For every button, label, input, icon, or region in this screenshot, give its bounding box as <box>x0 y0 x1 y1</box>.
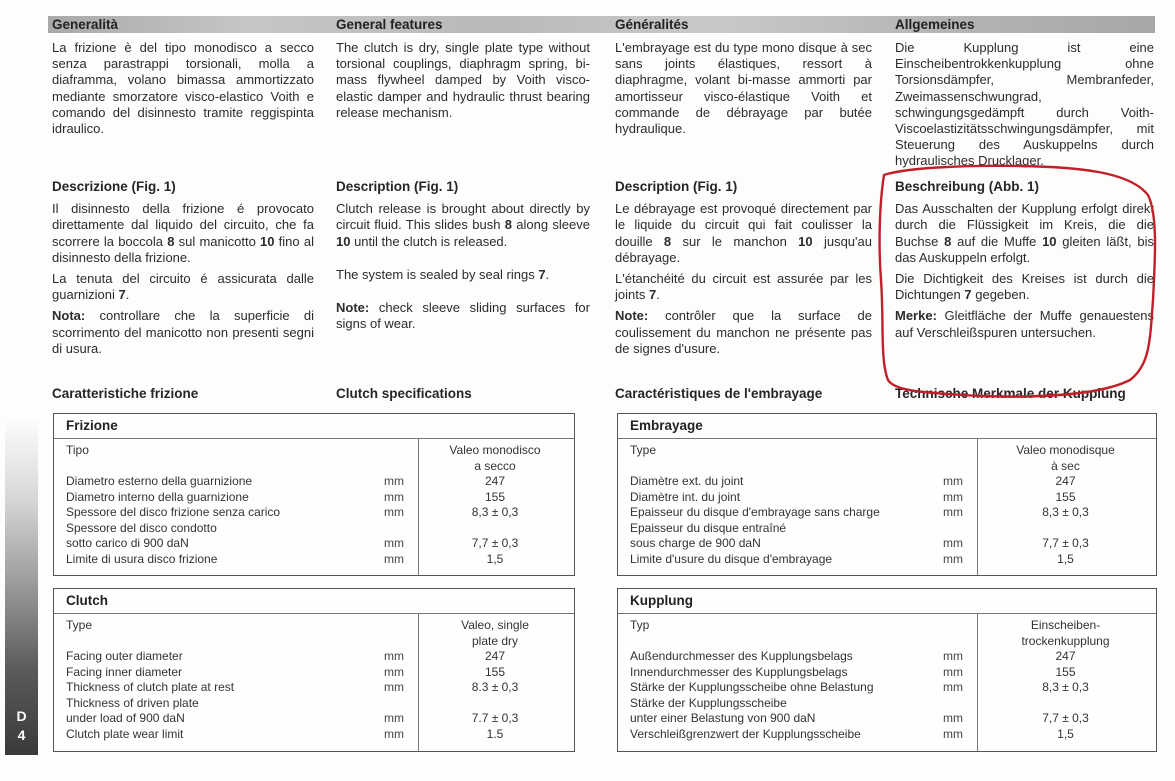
spec-row-value: 8,3 ± 0,3 <box>1042 680 1089 694</box>
description-fr <box>615 179 872 362</box>
type-value: a secco <box>474 458 516 473</box>
spec-row-unit: mm <box>384 474 404 488</box>
spec-row-label: Innendurchmesser des Kupplungsbelags <box>630 664 848 679</box>
note-paragraph <box>336 300 590 332</box>
spec-row-unit: mm <box>943 474 963 488</box>
spec-row-value: 1.5 <box>486 726 504 741</box>
sealing-paragraph: The system is sealed by seal rings 7. <box>336 266 550 282</box>
spec-row-label: Facing inner diameter <box>66 664 183 679</box>
note-label: Nota: <box>52 308 86 324</box>
spec-row-unit: mm <box>384 649 404 663</box>
type-value: Valeo monodisque <box>1016 443 1115 457</box>
spec-row-unit: mm <box>943 711 963 725</box>
spec-row-unit: mm <box>384 711 404 725</box>
spec-row-label: Stärke der Kupplungsscheibe <box>630 695 787 710</box>
spec-row-label: Diamètre int. du joint <box>630 489 741 504</box>
note-paragraph <box>615 308 872 357</box>
table-title: Kupplung <box>618 589 1156 614</box>
spec-row-unit: mm <box>384 536 404 550</box>
type-value: Einscheiben- <box>1030 618 1101 632</box>
type-value: plate dry <box>471 633 519 648</box>
type-label: Typ <box>630 618 650 632</box>
spec-row-label: Diametro interno della guarnizione <box>66 489 249 504</box>
type-value: trockenkupplung <box>1021 633 1110 648</box>
spec-row-unit: mm <box>943 536 963 550</box>
spec-row-label: sous charge de 900 daN <box>630 536 761 550</box>
type-label: Type <box>630 443 657 457</box>
spec-row-value: 7,7 ± 0,3 <box>1042 536 1089 550</box>
spec-table-embrayage <box>617 413 1157 576</box>
spec-row-unit: mm <box>384 726 404 741</box>
description-it <box>52 179 314 362</box>
spec-row-value: 155 <box>484 664 506 679</box>
description-title: Description (Fig. 1) <box>336 179 459 194</box>
spec-row-value: 8.3 ± 0,3 <box>471 680 519 694</box>
spec-row-label: Facing outer diameter <box>66 649 183 663</box>
description-de <box>895 179 1154 346</box>
header-general-features: General features <box>336 17 443 32</box>
spec-row-unit: mm <box>384 489 404 504</box>
spec-row-unit: mm <box>384 551 404 566</box>
description-paragraph: Le débrayage est provoqué directement par le liquide du circuit qui fait coulisser la douille 8 sur le manchon 10 jusqu'au débrayage. <box>615 201 872 265</box>
general-text-en: The clutch is dry, single plate type without torsional couplings, diaphragm spring, bi-mass flywheel damped by Voith visco-elastic damper and hydraulic thrust bearing release mechanism. <box>336 40 590 120</box>
table-body <box>54 439 574 575</box>
spec-row-value: 7,7 ± 0,3 <box>1042 711 1089 725</box>
spec-row-value: 8,3 ± 0,3 <box>471 505 519 519</box>
spec-row-label: Verschleißgrenzwert der Kupplungsscheibe <box>630 726 861 741</box>
spec-row-unit: mm <box>384 664 404 679</box>
header-allgemeines: Allgemeines <box>895 17 975 32</box>
spec-row-value: 7.7 ± 0,3 <box>471 711 519 725</box>
sealing-paragraph: Die Dichtigkeit des Kreises ist durch die Dichtungen 7 gegeben. <box>895 271 1154 303</box>
spec-table-kupplung <box>617 588 1157 752</box>
spec-row-unit: mm <box>943 726 963 741</box>
spec-row-value: 247 <box>484 474 506 488</box>
spec-row-value: 1,5 <box>1057 726 1074 741</box>
spec-row-label: sotto carico di 900 daN <box>66 536 189 550</box>
table-title: Embrayage <box>618 414 1156 439</box>
description-title: Descrizione (Fig. 1) <box>52 179 176 194</box>
table-title: Clutch <box>54 589 574 614</box>
spec-title-en: Clutch specifications <box>336 386 472 401</box>
type-value: Valeo, single <box>461 618 529 632</box>
note-label: Note: <box>336 300 370 316</box>
header-generalita: Generalità <box>52 17 119 32</box>
type-value: à sec <box>1051 458 1080 473</box>
spec-row-unit: mm <box>943 505 963 519</box>
note-text: Gleitfläche der Muffe genauestens auf Verschleißspuren untersuchen. <box>895 308 1154 340</box>
spec-row-label: Epaisseur du disque entraîné <box>630 520 787 535</box>
page-section-letter: D <box>16 708 27 724</box>
spec-row-value: 155 <box>484 489 506 504</box>
spec-row-value: 155 <box>1055 664 1076 679</box>
header-generalites: Généralités <box>615 17 689 32</box>
spec-row-unit: mm <box>943 664 963 679</box>
spec-row-value: 247 <box>1055 649 1076 663</box>
spec-row-value: 8,3 ± 0,3 <box>1042 505 1089 519</box>
spec-row-unit: mm <box>384 505 404 519</box>
spec-row-value: 247 <box>484 649 506 663</box>
spec-row-label: Epaisseur du disque d'embrayage sans charge <box>630 505 880 519</box>
note-text: check sleeve sliding surfaces for signs of wear. <box>336 300 590 332</box>
note-text: controllare che la superficie di scorrimento del manicotto non presenti segni di usura. <box>52 308 314 356</box>
description-title: Beschreibung (Abb. 1) <box>895 179 1040 194</box>
note-label: Merke: <box>895 308 937 324</box>
note-label: Note: <box>615 308 649 324</box>
spec-row-label: Thickness of clutch plate at rest <box>66 680 235 694</box>
note-paragraph <box>895 308 1154 340</box>
spec-title-fr: Caractéristiques de l'embrayage <box>615 386 823 401</box>
spec-row-unit: mm <box>943 680 963 694</box>
note-text: contrôler que la surface de coulissement du manchon ne présente pas de signes d'usure. <box>615 308 872 356</box>
spec-table-clutch <box>53 588 575 752</box>
general-text-de: Die Kupplung ist eine Einscheibentrokkenkupplung ohne Torsionsdämpfer, Membranfeder, Zweimassenschwungrad, schwingungsgedämpft durch Voith-Viscoelastizitätsschwingungsdämpfer, mit Steuerung des Auskuppelns durch hydraulisches Drucklager. <box>895 40 1154 169</box>
table-body <box>618 439 1156 575</box>
spec-row-label: unter einer Belastung von 900 daN <box>630 711 816 725</box>
spec-row-label: Spessore del disco frizione senza carico <box>66 505 281 519</box>
description-paragraph: Il disinnesto della frizione é provocato direttamente dal liquido del circuito, che fa scorrere la boccola 8 sul manicotto 10 fino al disinnesto della frizione. <box>52 201 314 265</box>
spec-row-label: Diamètre ext. du joint <box>630 474 744 488</box>
spec-row-label: Limite d'usure du disque d'embrayage <box>630 551 833 566</box>
spec-row-value: 247 <box>1055 474 1076 488</box>
spec-table-frizione <box>53 413 575 576</box>
spec-row-unit: mm <box>943 551 963 566</box>
spec-title-it: Caratteristiche frizione <box>52 386 199 401</box>
spec-row-value: 155 <box>1055 489 1076 504</box>
description-title: Description (Fig. 1) <box>615 179 738 194</box>
general-text-it: La frizione è del tipo monodisco a secco senza parastrappi torsionali, molla a diaframma, volano bimassa ammortizzato mediante smorzatore visco-elastico Voith e comando del disinnesto tramite reggispinta idraulico. <box>52 40 314 137</box>
spec-row-label: Spessore del disco condotto <box>66 520 217 535</box>
type-label: Tipo <box>66 443 89 457</box>
table-title: Frizione <box>54 414 574 439</box>
spec-row-label: Außendurchmesser des Kupplungsbelags <box>630 649 853 663</box>
description-paragraph: Clutch release is brought about directly by circuit fluid. This slides bush 8 along sleeve 10 until the clutch is released. <box>336 201 590 249</box>
header-band <box>48 16 1155 33</box>
spec-row-value: 1,5 <box>1057 551 1074 566</box>
spec-row-label: Stärke der Kupplungsscheibe ohne Belastung <box>630 680 874 694</box>
table-body <box>54 614 574 751</box>
spec-row-unit: mm <box>943 649 963 663</box>
general-text-fr: L'embrayage est du type mono disque à sec sans joints élastiques, ressort à diaphragme, volant bi-masse ammorti par amortisseur visco-élastique Voith et commande de débrayage par butée hydraulique. <box>615 40 872 137</box>
spec-row-unit: mm <box>384 680 404 694</box>
table-body <box>618 614 1156 751</box>
note-paragraph <box>52 308 314 357</box>
spec-row-label: under load of 900 daN <box>66 711 185 725</box>
type-value: Valeo monodisco <box>449 443 541 457</box>
spec-row-value: 7,7 ± 0,3 <box>471 536 519 550</box>
spec-row-value: 1,5 <box>486 551 504 566</box>
page-tab <box>5 415 38 755</box>
spec-title-de: Technische Merkmale der Kupplung <box>895 386 1126 401</box>
page-number: 4 <box>17 727 26 743</box>
spec-row-unit: mm <box>943 489 963 504</box>
type-label: Type <box>66 618 93 632</box>
sealing-paragraph: La tenuta del circuito é assicurata dalle guarnizioni 7. <box>52 271 314 303</box>
sealing-paragraph: L'étanchéité du circuit est assurée par les joints 7. <box>615 271 872 303</box>
spec-row-label: Diametro esterno della guarnizione <box>66 474 253 488</box>
spec-row-label: Limite di usura disco frizione <box>66 551 218 566</box>
description-en <box>336 179 590 337</box>
description-paragraph: Das Ausschalten der Kupplung erfolgt direkt durch die Flüssigkeit im Kreis, die die Buchse 8 auf die Muffe 10 gleiten läßt, bis das Auskuppeln erfolgt. <box>895 201 1154 265</box>
spec-row-label: Thickness of driven plate <box>66 695 199 710</box>
spec-row-label: Clutch plate wear limit <box>66 726 184 741</box>
